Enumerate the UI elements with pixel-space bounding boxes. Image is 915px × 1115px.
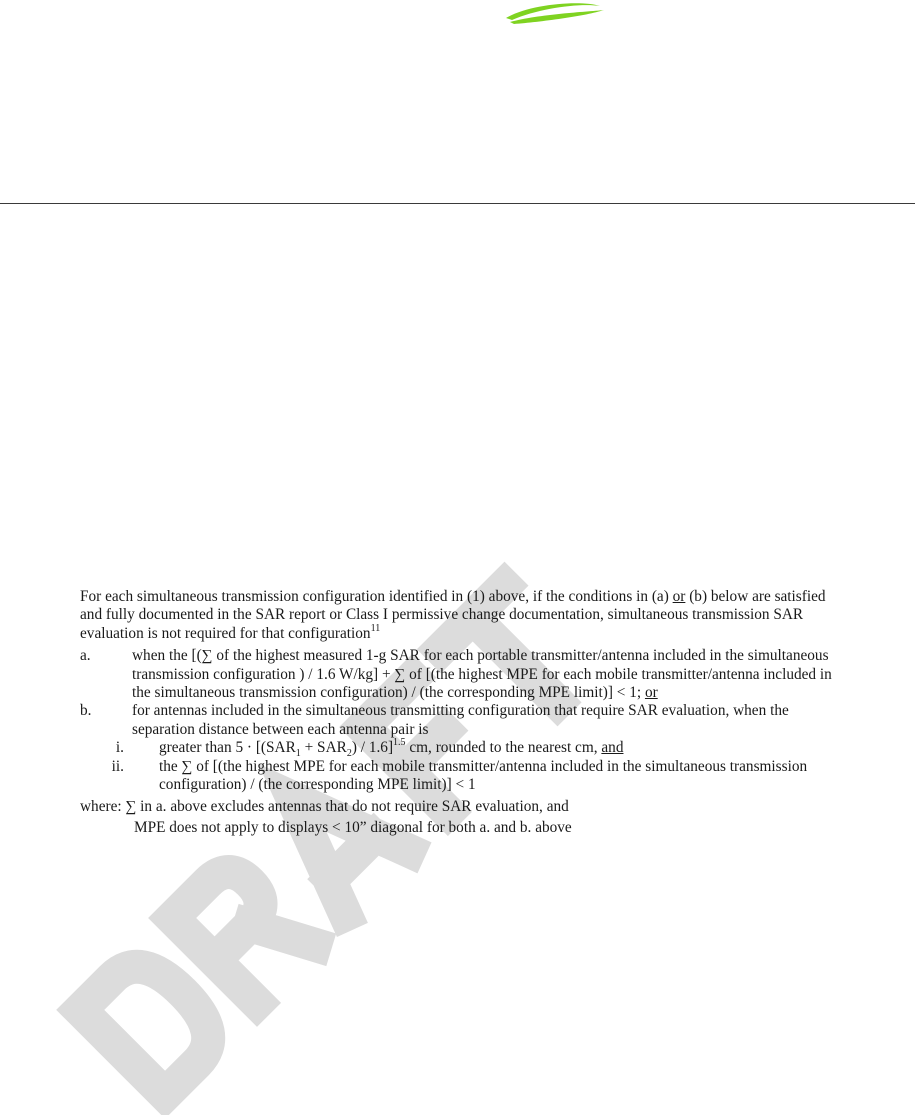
sub-item-ii-text: the ∑ of [(the highest MPE for each mobile transmitter/antenna included in the simultaneous transmission configuration) / (the corresponding MPE limit)] < 1 (159, 757, 808, 794)
footnote-ref: 11 (370, 622, 381, 634)
sub-i-subscript-1: 1 (295, 748, 301, 760)
document-body (80, 588, 860, 837)
where-clause-line-2: MPE does not apply to displays < 10” diagonal for both a. and b. above (134, 818, 572, 836)
sub-i-exponent: 1.5 (393, 737, 406, 749)
intro-text-a: For each simultaneous transmission configuration identified in (1) above, if the conditions in (a) (80, 588, 673, 605)
green-swoosh-logo-icon (500, 0, 610, 26)
sub-i-and-underlined: and (601, 739, 624, 757)
sub-i-post: ) / 1.6] (351, 739, 394, 757)
sub-item-i-marker: i. (115, 739, 124, 757)
item-b-text: for antennas included in the simultaneous transmitting configuration that require SAR evaluation, when the separation distance between each antenna pair is (132, 702, 789, 738)
list-item-b (80, 702, 860, 739)
sub-item-ii (80, 758, 860, 795)
item-b-marker: b. (80, 702, 92, 720)
sub-item-ii-marker: ii. (111, 757, 124, 775)
intro-or-underlined: or (672, 588, 686, 605)
sub-item-i-text (80, 737, 849, 760)
intro-text-b: (b) below are satisfied and fully documented in the SAR report or Class I permissive change documentation, simultaneous transmission SAR evaluation is not required for that configuration (80, 588, 826, 642)
sub-i-tail: cm, rounded to the nearest cm, (405, 739, 602, 757)
header-divider (0, 203, 915, 204)
sub-i-subscript-2: 2 (346, 748, 352, 760)
sub-item-i (80, 737, 860, 760)
item-a-or-underlined: or (644, 684, 658, 702)
where-clause-line-1: where: ∑ in a. above excludes antennas that do not require SAR evaluation, and (80, 798, 569, 816)
sub-i-mid: + SAR (300, 739, 347, 757)
item-a-marker: a. (80, 647, 91, 665)
intro-paragraph (80, 588, 840, 643)
list-item-a (80, 647, 860, 702)
item-a-text: when the [(∑ of the highest measured 1-g SAR for each portable transmitter/antenna included in the simultaneous transmission configuration ) / 1.6 W/kg] + ∑ of [(the highest MPE for each mobile transmitter/antenna included in the simultaneous transmission configuration) / (the corresponding MPE limit)] < 1; (132, 647, 832, 702)
sub-i-pre: greater than 5 · [(SAR (159, 739, 296, 757)
